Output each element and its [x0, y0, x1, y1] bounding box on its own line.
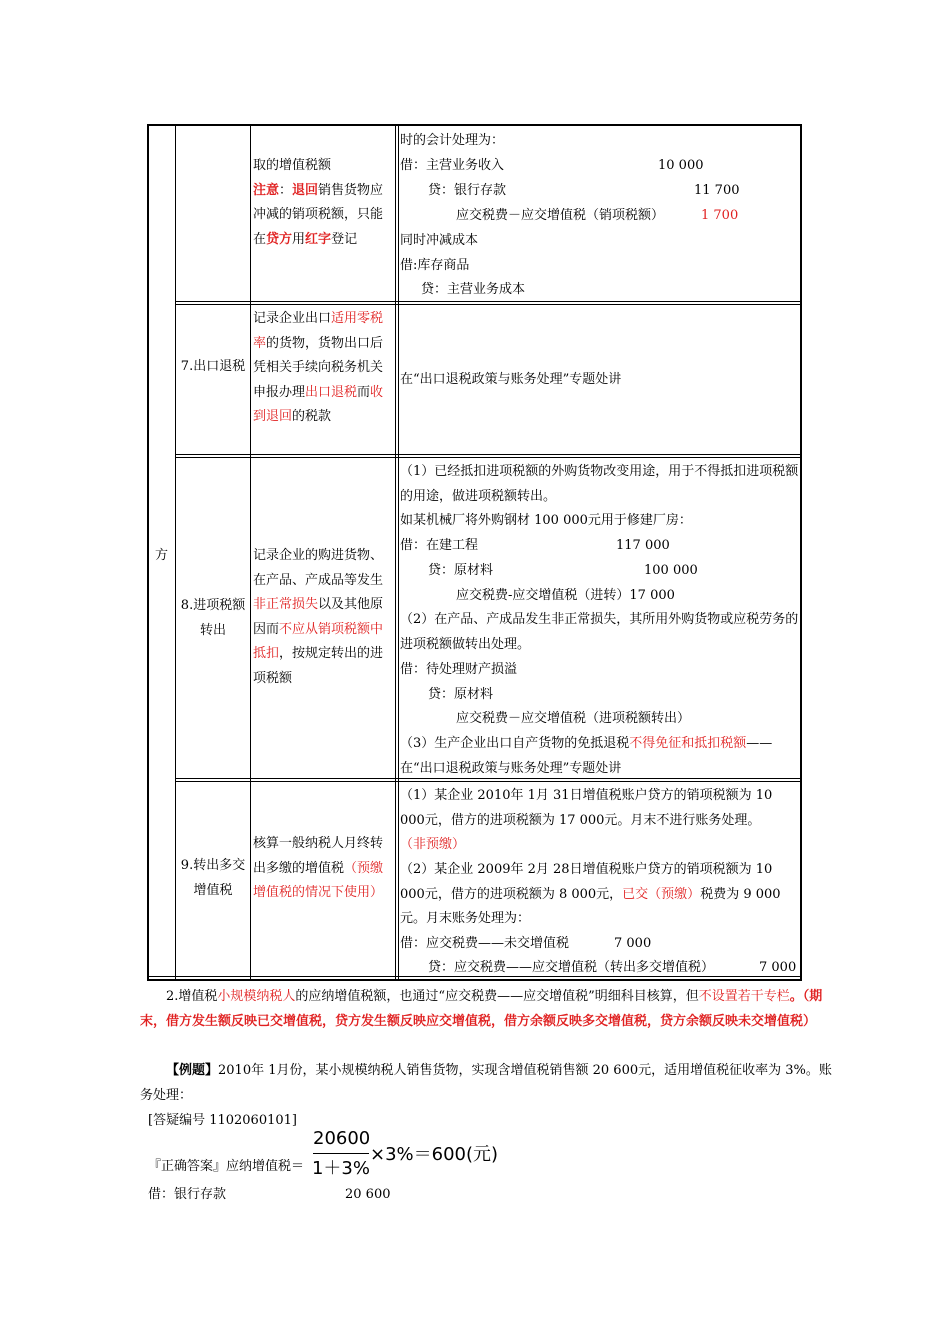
row1-entry-line: 借：主营业务收入	[400, 158, 505, 173]
row4-entry-line: 借：应交税费——未交增值税	[400, 936, 570, 951]
row1-entry-line: 同时冲减成本	[400, 233, 479, 248]
row3-entry-amount: 100 000	[644, 563, 698, 578]
row2-description: 记录企业出口适用零税率的货物，货物出口后凭相关手续向税务机关申报办理出口退税而收到退回的税款	[253, 311, 384, 424]
row3-entry-line: 借：待处理财产损溢	[400, 662, 518, 677]
row4-entry-line: 贷：应交税费——应交增值税（转出多交增值税）	[428, 960, 715, 975]
col-divider	[398, 126, 399, 979]
col-divider	[395, 126, 396, 979]
row3-entry-line: （2）在产品、产成品发生非正常损失，其所用外购货物或应税劳务的进项税额做转出处理。	[400, 612, 799, 652]
row2-entry-line: 在“出口退税政策与账务处理”专题处讲	[400, 372, 622, 387]
answer-ref: [答疑编号 1102060101]	[148, 1113, 297, 1128]
row-divider	[175, 304, 800, 305]
row1-entry-amount: 1 700	[701, 208, 739, 223]
row-divider	[175, 454, 800, 455]
answer-numerator: 20600	[313, 1128, 371, 1149]
accounting-table	[147, 124, 802, 981]
row1-entry-amount: 11 700	[694, 183, 740, 198]
row1-entry-line: 时的会计处理为：	[400, 133, 505, 148]
side-label: 方	[155, 548, 169, 563]
row3-entry-line: 贷：原材料	[428, 687, 494, 702]
row4-entry-line: （2）某企业 2009年 2月 28日增值税账户贷方的销项税额为 10 000元，借方的进项税额为 8 000元，已交（预缴）税费为 9 000元。月末账务处理为：	[400, 862, 781, 926]
col-divider	[175, 126, 176, 979]
paragraph-example: 【例题】2010年 1月份，某小规模纳税人销售货物，实现含增值税销售额 20 600元，适用增值税征收率为 3%。账务处理：	[140, 1063, 832, 1103]
row3-entry-amount: 117 000	[616, 538, 670, 553]
row3-entry-line: （1）已经抵扣进项税额的外购货物改变用途，用于不得抵扣进项税额的用途，做进项税额转出。	[400, 464, 799, 504]
row-divider	[175, 781, 800, 782]
row3-item: 8.进项税额转出	[180, 598, 246, 638]
paragraph-small-taxpayer: 2.增值税小规模纳税人的应纳增值税额，也通过“应交税费——应交增值税”明细科目核算，但不设置若干专栏。（期末，借方发生额反映已交增值税，贷方发生额反映应交增值税，借方余额反映多交增值税，贷方余额反映未交增值税）	[140, 989, 823, 1029]
row3-entry-line: （3）生产企业出口自产货物的免抵退税不得免征和抵扣税额——在“出口退税政策与账务处理”专题处讲	[400, 736, 773, 776]
row4-entry-amount: 7 000	[614, 936, 652, 951]
row4-entry-line: （1）某企业 2010年 1月 31日增值税账户贷方的销项税额为 10 000元，借方的进项税额为 17 000元。月末不进行账务处理。	[400, 788, 773, 828]
row3-entry-line: 如某机械厂将外购钢材 100 000元用于修建厂房：	[400, 513, 692, 528]
row3-entry-line: 应交税费-应交增值税（进转）17 000	[456, 588, 675, 603]
row3-entry-line: 贷：原材料	[428, 563, 494, 578]
row4-item: 9.转出多交增值税	[180, 858, 246, 898]
row1-entry-amount: 10 000	[658, 158, 704, 173]
row3-description: 记录企业的购进货物、在产品、产成品等发生非正常损失以及其他原因而不应从销项税额中抵扣，按规定转出的进项税额	[253, 548, 384, 686]
col-divider	[250, 126, 251, 979]
row1-entry-line: 贷：主营业务成本	[421, 282, 526, 297]
row1-entry-line: 应交税费－应交增值税（销项税额）	[456, 208, 665, 223]
row4-entry-amount: 7 000	[759, 960, 797, 975]
last-entry-amount: 20 600	[345, 1187, 391, 1202]
row1-entry-line: 借:库存商品	[400, 258, 470, 273]
row3-entry-line: 应交税费－应交增值税（进项税额转出）	[456, 711, 691, 726]
row2-item: 7.出口退税	[180, 359, 246, 374]
row4-description: 核算一般纳税人月终转出多缴的增值税（预缴增值税的情况下使用）	[253, 836, 384, 900]
answer-denominator: 1＋3%	[311, 1158, 370, 1179]
last-entry-label: 借：银行存款	[148, 1187, 227, 1202]
row-divider	[175, 457, 800, 458]
answer-label: 『正确答案』应纳增值税＝	[148, 1159, 305, 1174]
row1-entry-line: 贷：银行存款	[428, 183, 507, 198]
row4-entry-line: （非预缴）	[400, 837, 466, 852]
row1-description: 取的增值税额 注意：退回销售货物应冲减的销项税额，只能在贷方用红字登记	[253, 158, 384, 247]
answer-result: ×3%＝600(元)	[370, 1144, 499, 1165]
row3-entry-line: 借：在建工程	[400, 538, 479, 553]
